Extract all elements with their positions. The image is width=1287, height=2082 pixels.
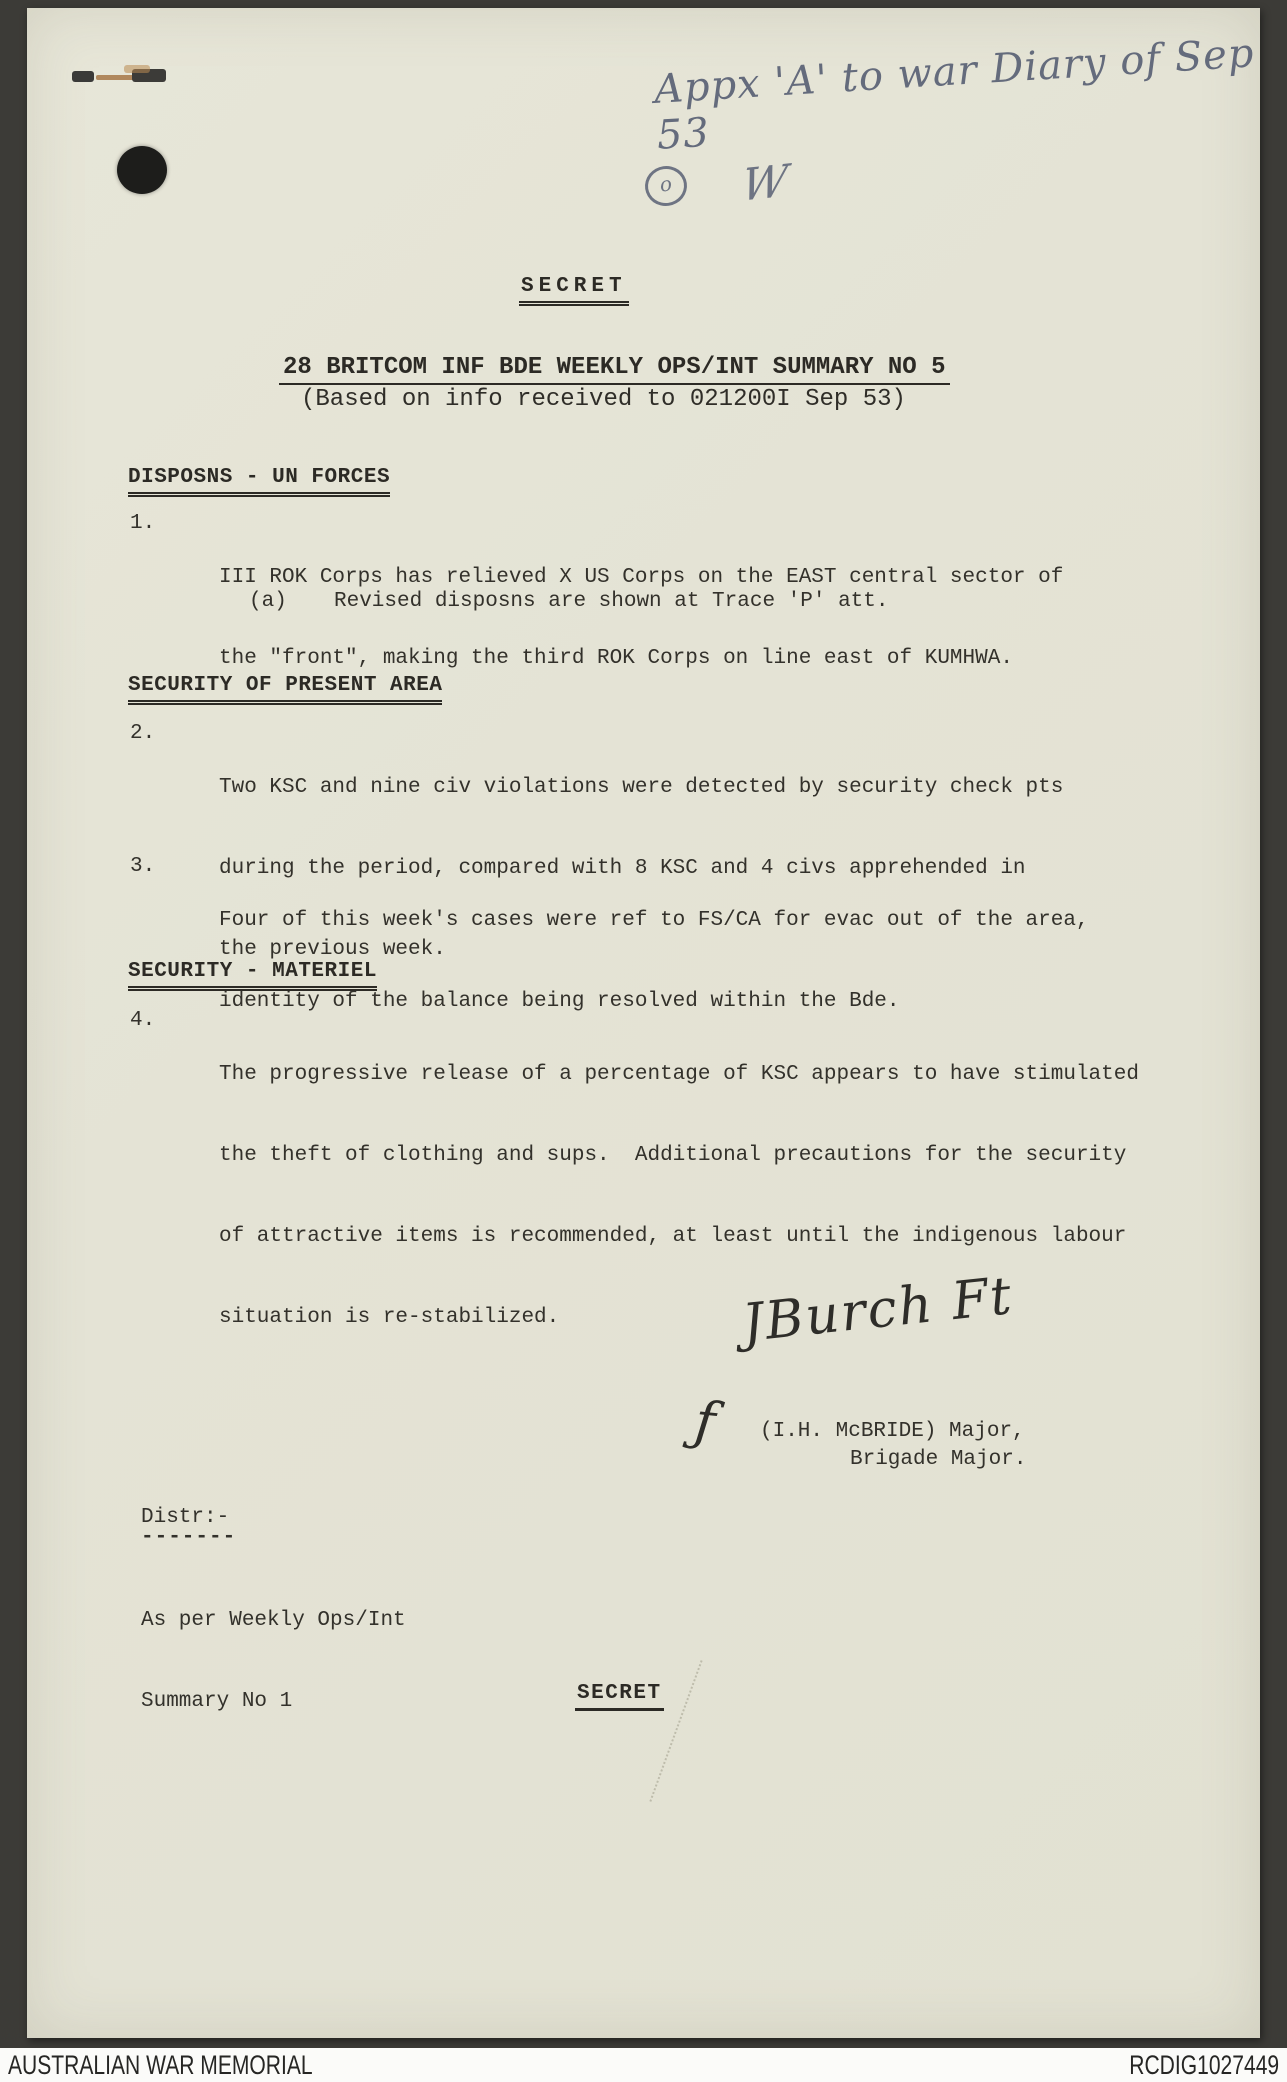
distr-underline: ------- <box>141 1526 237 1549</box>
paragraph-4 <box>219 1007 1139 1385</box>
para-number: 2. <box>130 722 156 745</box>
distr-label: Distr:- <box>141 1506 230 1529</box>
para-line: the "front", making the third ROK Corps on line east of KUMHWA. <box>219 647 1013 670</box>
staple-mark <box>72 63 167 85</box>
section-heading-security-area: SECURITY OF PRESENT AREA <box>128 672 442 705</box>
para-line: Four of this week's cases were ref to FS/CA for evac out of the area, <box>219 909 1089 932</box>
para-number: 3. <box>130 855 156 878</box>
handwritten-annotation: Appx 'A' to war Diary of Sep 53 <box>652 30 1256 159</box>
page-title: 28 BRITCOM INF BDE WEEKLY OPS/INT SUMMARY NO 5 <box>279 354 950 385</box>
signed-name: (I.H. McBRIDE) Major, <box>760 1420 1025 1443</box>
subpara-text: Revised disposns are shown at Trace 'P' att. <box>334 590 889 613</box>
para-line: identity of the balance being resolved within the Bde. <box>219 990 900 1013</box>
hole-punch <box>117 146 167 194</box>
para-line: Two KSC and nine civ violations were detected by security check pts <box>219 776 1064 799</box>
footer-bar <box>0 2048 1287 2082</box>
staple-blob <box>72 71 94 82</box>
document-page <box>27 8 1260 2038</box>
section-heading-disposns: DISPOSNS - UN FORCES <box>128 464 390 497</box>
para-line: of attractive items is recommended, at least until the indigenous labour <box>219 1225 1127 1248</box>
para-line: III ROK Corps has relieved X US Corps on the EAST central sector of <box>219 566 1064 589</box>
para-line: the theft of clothing and sups. Additional precautions for the security <box>219 1144 1127 1167</box>
classification-top: SECRET <box>519 273 629 306</box>
signature-for-mark: ƒ <box>691 1389 719 1454</box>
footer-source-label: AUSTRALIAN WAR MEMORIAL <box>8 2050 313 2080</box>
section-heading-security-materiel: SECURITY - MATERIEL <box>128 958 377 991</box>
subpara-label: (a) <box>249 590 287 613</box>
classification-bottom: SECRET <box>575 1680 664 1711</box>
para-line: The progressive release of a percentage of KSC appears to have stimulated <box>219 1063 1139 1086</box>
footer-reference-id: RCDIG1027449 <box>1129 2050 1279 2080</box>
rust-streak <box>124 65 150 73</box>
distr-line: Summary No 1 <box>141 1690 293 1713</box>
distr-list <box>141 1553 406 1769</box>
para-number: 4. <box>130 1009 156 1032</box>
para-number: 1. <box>130 512 156 535</box>
signature-script: JBurch Ft <box>739 1265 1016 1355</box>
para-line: situation is re-stabilized. <box>219 1306 560 1329</box>
handwritten-circle-mark: o <box>642 163 689 208</box>
distr-line: As per Weekly Ops/Int <box>141 1609 406 1632</box>
signed-title: Brigade Major. <box>850 1448 1027 1471</box>
para-line: the previous week. <box>219 938 446 961</box>
handwritten-scribble: W <box>739 155 790 212</box>
page-subtitle: (Based on info received to 021200I Sep 53) <box>301 386 906 413</box>
para-line: during the period, compared with 8 KSC and 4 civs apprehended in <box>219 857 1026 880</box>
